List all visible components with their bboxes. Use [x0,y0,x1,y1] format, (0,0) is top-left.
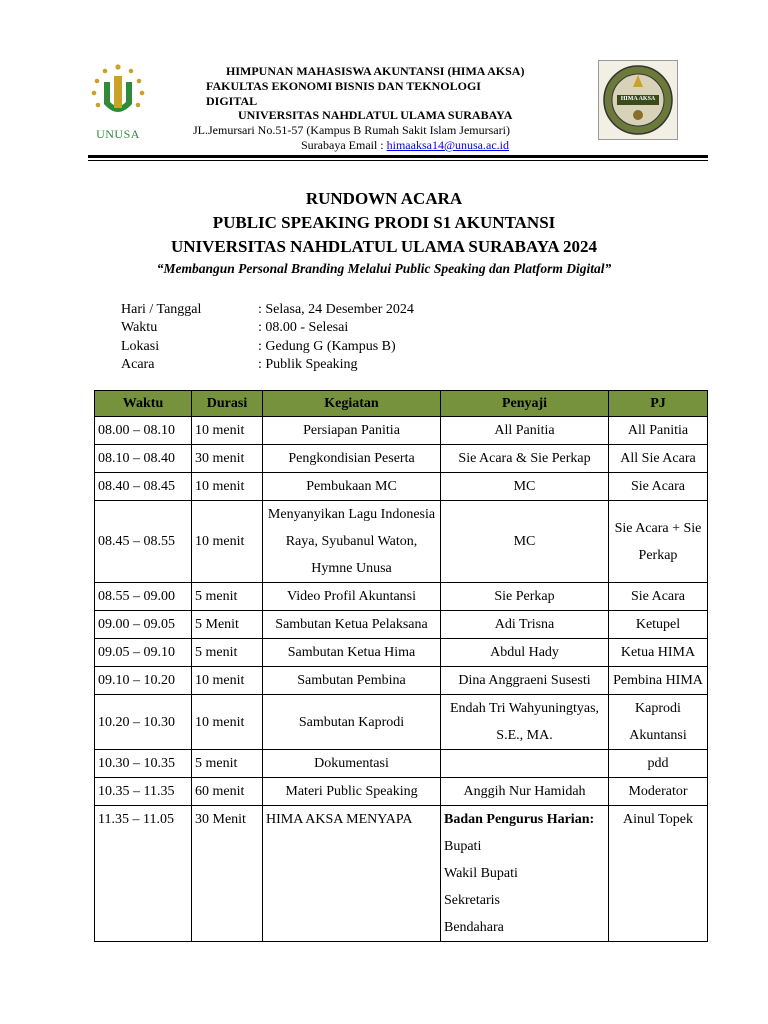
cell-waktu: 09.10 – 10.20 [95,667,192,695]
cell-waktu: 09.05 – 09.10 [95,639,192,667]
cell-penyaji [441,806,609,942]
cell-pj: Sie Acara [609,583,708,611]
penyaji-item: Sekretaris [444,893,500,908]
info-label-time: Waktu [121,320,158,335]
table-row [95,417,708,445]
penyaji-heading: Badan Pengurus Harian: [444,812,595,827]
info-label-date: Hari / Tanggal [121,302,202,317]
cell-durasi: 60 menit [192,778,263,806]
cell-kegiatan: Sambutan Kaprodi [263,695,441,750]
cell-durasi: 10 menit [192,473,263,501]
cell-penyaji: Dina Anggraeni Susesti [441,667,609,695]
info-label-location: Lokasi [121,339,160,354]
cell-pj: Ketupel [609,611,708,639]
cell-kegiatan: Dokumentasi [263,750,441,778]
cell-waktu: 10.30 – 10.35 [95,750,192,778]
column-header-penyaji: Penyaji [441,391,609,417]
cell-pj: All Panitia [609,417,708,445]
cell-kegiatan: Menyanyikan Lagu Indonesia Raya, Syubanul Waton, Hymne Unusa [263,501,441,583]
title-line-2: PUBLIC SPEAKING PRODI S1 AKUNTANSI [212,213,556,232]
cell-kegiatan: Persiapan Panitia [263,417,441,445]
cell-pj: Ketua HIMA [609,639,708,667]
cell-penyaji: Sie Perkap [441,583,609,611]
cell-durasi: 10 menit [192,501,263,583]
faculty-line-1: FAKULTAS EKONOMI BISNIS DAN TEKNOLOGI [206,79,481,93]
cell-durasi: 10 menit [192,695,263,750]
title-line-1: RUNDOWN ACARA [305,189,463,208]
table-header-row [95,391,708,417]
unusa-emblem-icon [86,62,150,122]
address: JL.Jemursari No.51-57 (Kampus B Rumah Sakit Islam Jemursari) [193,123,510,137]
cell-waktu: 10.35 – 11.35 [95,778,192,806]
info-value-event: : Publik Speaking [258,357,358,372]
cell-durasi: 5 menit [192,750,263,778]
cell-penyaji: Anggih Nur Hamidah [441,778,609,806]
header-divider-thick [88,155,708,158]
info-label-event: Acara [121,357,155,372]
hima-aksa-logo [598,60,678,140]
cell-waktu: 09.00 – 09.05 [95,611,192,639]
rundown-table [94,390,708,942]
cell-penyaji: Adi Trisna [441,611,609,639]
table-row [95,806,708,942]
table-row [95,501,708,583]
cell-pj: Ainul Topek [609,806,708,942]
cell-pj: Kaprodi Akuntansi [609,695,708,750]
table-row [95,667,708,695]
cell-durasi: 10 menit [192,417,263,445]
cell-penyaji: Endah Tri Wahyuningtyas, S.E., MA. [441,695,609,750]
table-row [95,639,708,667]
faculty-line-2: DIGITAL [206,94,258,108]
column-header-pj: PJ [609,391,708,417]
penyaji-item: Bupati [444,839,482,854]
tagline: “Membangun Personal Branding Melalui Public Speaking dan Platform Digital” [156,261,612,276]
table-row [95,445,708,473]
cell-durasi: 5 menit [192,639,263,667]
cell-waktu: 08.40 – 08.45 [95,473,192,501]
cell-pj: Sie Acara + Sie Perkap [609,501,708,583]
table-row [95,611,708,639]
cell-pj: Moderator [609,778,708,806]
cell-penyaji: All Panitia [441,417,609,445]
cell-waktu: 08.00 – 08.10 [95,417,192,445]
cell-pj: All Sie Acara [609,445,708,473]
column-header-durasi: Durasi [192,391,263,417]
cell-kegiatan: Sambutan Pembina [263,667,441,695]
penyaji-item: Wakil Bupati [444,866,518,881]
cell-waktu: 11.35 – 11.05 [95,806,192,942]
title-line-3: UNIVERSITAS NAHDLATUL ULAMA SURABAYA 2024 [170,237,598,256]
cell-kegiatan: Pembukaan MC [263,473,441,501]
org-name: HIMPUNAN MAHASISWA AKUNTANSI (HIMA AKSA) [226,64,525,78]
column-header-waktu: Waktu [95,391,192,417]
email-line [301,138,509,152]
table-row [95,583,708,611]
cell-durasi: 5 menit [192,583,263,611]
penyaji-item: Bendahara [444,920,504,935]
cell-durasi: 30 menit [192,445,263,473]
university-name: UNIVERSITAS NAHDLATUL ULAMA SURABAYA [238,108,513,122]
cell-waktu: 08.45 – 08.55 [95,501,192,583]
unusa-logo [86,62,150,141]
info-value-date: : Selasa, 24 Desember 2024 [258,302,414,317]
cell-kegiatan: Sambutan Ketua Hima [263,639,441,667]
cell-kegiatan: Materi Public Speaking [263,778,441,806]
cell-penyaji: Sie Acara & Sie Perkap [441,445,609,473]
cell-pj: Sie Acara [609,473,708,501]
cell-waktu: 08.55 – 09.00 [95,583,192,611]
cell-waktu: 08.10 – 08.40 [95,445,192,473]
cell-penyaji: MC [441,473,609,501]
info-value-location: : Gedung G (Kampus B) [258,339,396,354]
hima-aksa-logo-text: HIMA AKSA [620,96,656,102]
cell-penyaji: Abdul Hady [441,639,609,667]
table-row [95,473,708,501]
cell-durasi: 5 Menit [192,611,263,639]
cell-kegiatan: Video Profil Akuntansi [263,583,441,611]
email-prefix: Surabaya Email : [301,138,387,152]
table-row [95,778,708,806]
email-link[interactable]: himaaksa14@unusa.ac.id [386,138,509,152]
cell-pj: pdd [609,750,708,778]
cell-waktu: 10.20 – 10.30 [95,695,192,750]
info-value-time: : 08.00 - Selesai [258,320,349,335]
cell-durasi: 30 Menit [192,806,263,942]
cell-penyaji [441,750,609,778]
cell-kegiatan: Pengkondisian Peserta [263,445,441,473]
cell-kegiatan: HIMA AKSA MENYAPA [263,806,441,942]
cell-penyaji: MC [441,501,609,583]
table-row [95,750,708,778]
column-header-kegiatan: Kegiatan [263,391,441,417]
header-divider-thin [88,160,708,161]
table-row [95,695,708,750]
cell-kegiatan: Sambutan Ketua Pelaksana [263,611,441,639]
unusa-logo-text: UNUSA [96,127,140,141]
cell-pj: Pembina HIMA [609,667,708,695]
cell-durasi: 10 menit [192,667,263,695]
